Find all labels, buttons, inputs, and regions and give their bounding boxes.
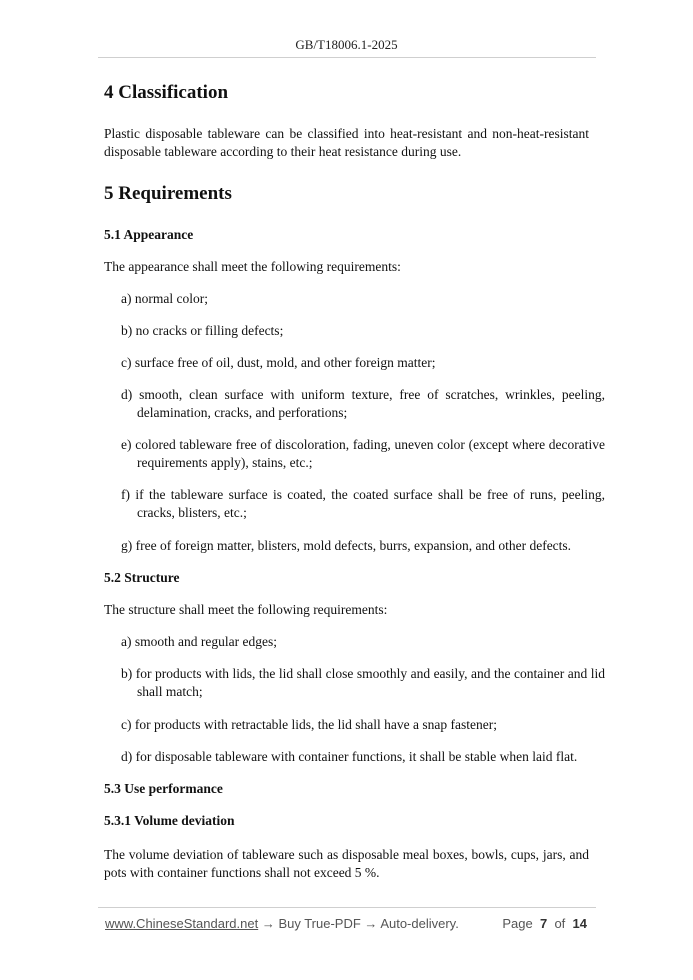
section-5-title: 5 Requirements <box>104 183 232 204</box>
section-5-3-1-paragraph: The volume deviation of tableware such as disposable meal boxes, bowls, cups, jars, and pots with container functions shall not exceed 5 %. <box>104 847 589 880</box>
list-item: c) surface free of oil, dust, mold, and other foreign matter; <box>121 355 436 370</box>
auto-delivery-text: Auto-delivery. <box>380 916 459 931</box>
list-item: g) free of foreign matter, blisters, mold defects, burrs, expansion, and other defects. <box>121 538 572 553</box>
page-counter <box>502 916 587 931</box>
footer-promo <box>105 916 459 931</box>
list-item: e) colored tableware free of discoloration, fading, uneven color (except where decorative requirements apply), stains, etc.; <box>121 437 605 470</box>
page-total: 14 <box>572 916 587 931</box>
page-header-standard: GB/T18006.1-2025 <box>295 37 398 52</box>
page-current: 7 <box>539 916 548 931</box>
arrow-icon: → <box>360 916 381 931</box>
arrow-icon: → <box>258 916 279 931</box>
section-5-3-1-title: 5.3.1 Volume deviation <box>104 813 235 828</box>
header-divider <box>98 57 596 58</box>
list-item: d) smooth, clean surface with uniform texture, free of scratches, wrinkles, peeling, delamination, cracks, and perforations; <box>121 387 605 420</box>
section-5-2-intro: The structure shall meet the following requirements: <box>104 602 388 617</box>
section-5-1-title: 5.1 Appearance <box>104 227 194 242</box>
list-item: b) no cracks or filling defects; <box>121 323 284 338</box>
section-5-2-title: 5.2 Structure <box>104 570 180 585</box>
section-5-1-intro: The appearance shall meet the following requirements: <box>104 259 401 274</box>
list-item: a) smooth and regular edges; <box>121 634 277 649</box>
section-5-3-title: 5.3 Use performance <box>104 781 223 796</box>
list-item: c) for products with retractable lids, the lid shall have a snap fastener; <box>121 717 497 732</box>
of-label: of <box>554 916 566 931</box>
page-label: Page <box>502 916 533 931</box>
buy-pdf-text: Buy True-PDF <box>278 916 361 931</box>
list-item: f) if the tableware surface is coated, the coated surface shall be free of runs, peeling, cracks, blisters, etc.; <box>121 487 605 520</box>
list-item: a) normal color; <box>121 291 208 306</box>
section-4-title: 4 Classification <box>104 82 229 103</box>
site-link[interactable]: www.ChineseStandard.net <box>105 916 259 931</box>
list-item: b) for products with lids, the lid shall close smoothly and easily, and the container and lid shall match; <box>121 666 605 699</box>
footer-divider <box>98 907 596 908</box>
list-item: d) for disposable tableware with container functions, it shall be stable when laid flat. <box>121 749 578 764</box>
section-4-paragraph: Plastic disposable tableware can be classified into heat-resistant and non-heat-resistant disposable tableware according to their heat resistance during use. <box>104 126 589 159</box>
